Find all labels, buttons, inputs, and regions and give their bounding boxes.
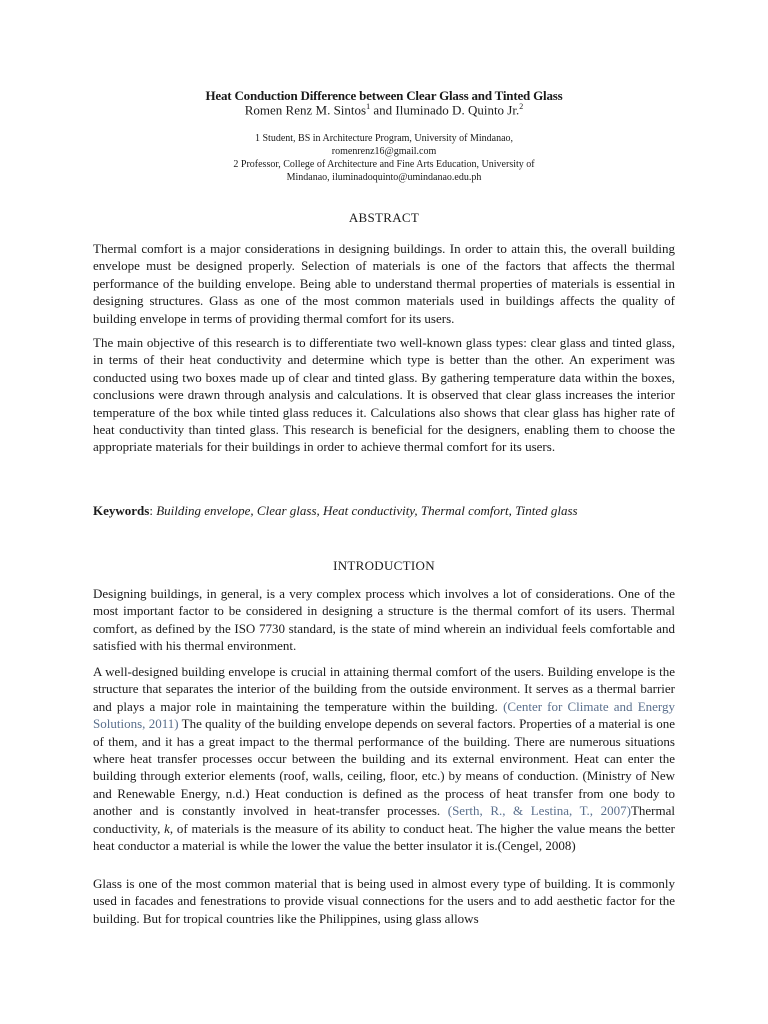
affiliation-line-1: 1 Student, BS in Architecture Program, University of Mindanao,: [254, 133, 514, 144]
author-2-affiliation-mark: 2: [519, 102, 524, 111]
introduction-paragraph-1: Designing buildings, in general, is a very complex process which involves a lot of considerations. One of the most important factor to be considered in designing a structure is the thermal comfort of its users. Thermal comfort, as defined by the ISO 7730 standard, is the state of mind wherein an individual feels comfortable and satisfied with his thermal environment.: [93, 586, 675, 654]
keywords-label: Keywords: [93, 503, 150, 518]
abstract-paragraph-2: The main objective of this research is to differentiate two well-known glass types: clear glass and tinted glass, in terms of their heat conductivity and determine which type is better than the other. An experiment was conducted using two boxes made up of clear and tinted glass. By gathering temperature data within the boxes, conclusions were drawn through analysis and calculations. It is observed that clear glass increases the interior temperature of the box while tinted glass reduces it. Calculations also shows that clear glass has higher rate of heat conductivity than tinted glass. This research is beneficial for the designers, enabling them to choose the appropriate materials for their buildings in order to achieve thermal comfort for its users.: [93, 335, 675, 455]
author-joiner: and: [370, 102, 396, 118]
intro-p2-text-b: The quality of the building envelope depends on several factors. Properties of a material is one of them, and it has a great impact to the thermal performance of the building. There are numerous situations where heat transfer processes occur between the building and its external environment. Heat can enter the building through exterior elements (roof, walls, ceiling, floor, etc.) by means of conduction. (Ministry of New and Renewable Energy, n.d.) Heat conduction is defined as the process of heat transfer from one body to another and is constantly involved in heat-transfer processes.: [93, 716, 675, 819]
affiliation-email-2: Mindanao, iluminadoquinto@umindanao.edu.ph: [286, 172, 482, 183]
author-1: Romen Renz M. Sintos: [244, 102, 367, 118]
intro-p2-text-d: , of materials is the measure of its ability to conduct heat. The higher the value means the better heat conductor a material is while the lower the value the better insulator it is.(Cengel, 2008): [93, 820, 675, 854]
paper-title: Heat Conduction Difference between Clear Glass and Tinted Glass: [205, 88, 563, 103]
keywords-list: Building envelope, Clear glass, Heat conductivity, Thermal comfort, Tinted glass: [156, 503, 578, 518]
author-2: Iluminado D. Quinto Jr.: [395, 102, 520, 118]
affiliation-email-1: romenrenz16@gmail.com: [331, 146, 437, 157]
keywords-colon: :: [149, 503, 157, 518]
abstract-paragraph-1: Thermal comfort is a major considerations in designing buildings. In order to attain this, the overall building envelope must be designed properly. Selection of materials is one of the factors that affects the thermal performance of the building envelope. Being able to understand thermal properties of materials is essential in designing structures. Glass as one of the most common materials used in buildings affects the quality of building envelope in terms of providing thermal comfort for its users.: [93, 241, 675, 326]
symbol-k: k: [164, 820, 170, 836]
introduction-paragraph-2: [93, 663, 675, 854]
introduction-heading: INTRODUCTION: [333, 558, 435, 573]
keywords-line: [93, 502, 675, 519]
intro-p2-text-a: A well-designed building envelope is crucial in attaining thermal comfort of the users. Building envelope is the structure that separates the interior of the building from the outside environment. It serves as a thermal barrier and plays a major role in maintaining the temperature within the building.: [93, 664, 675, 714]
citation-serth-lestina: (Serth, R., & Lestina, T., 2007): [447, 803, 631, 819]
intro-p2-text-c: Thermal conductivity,: [93, 803, 675, 836]
affiliations: [0, 132, 768, 184]
citation-center-climate: (Center for Climate and Energy Solutions, 2011): [93, 698, 675, 732]
author-1-affiliation-mark: 1: [366, 102, 371, 111]
affiliation-line-2: 2 Professor, College of Architecture and Fine Arts Education, University of: [233, 159, 535, 170]
abstract-heading: ABSTRACT: [348, 210, 420, 225]
author-line: [0, 102, 768, 118]
introduction-paragraph-3: Glass is one of the most common material that is being used in almost every type of building. It is commonly used in facades and fenestrations to provide visual connections for the users and to add aesthetic factor for the building. But for tropical countries like the Philippines, using glass allows: [93, 876, 675, 926]
